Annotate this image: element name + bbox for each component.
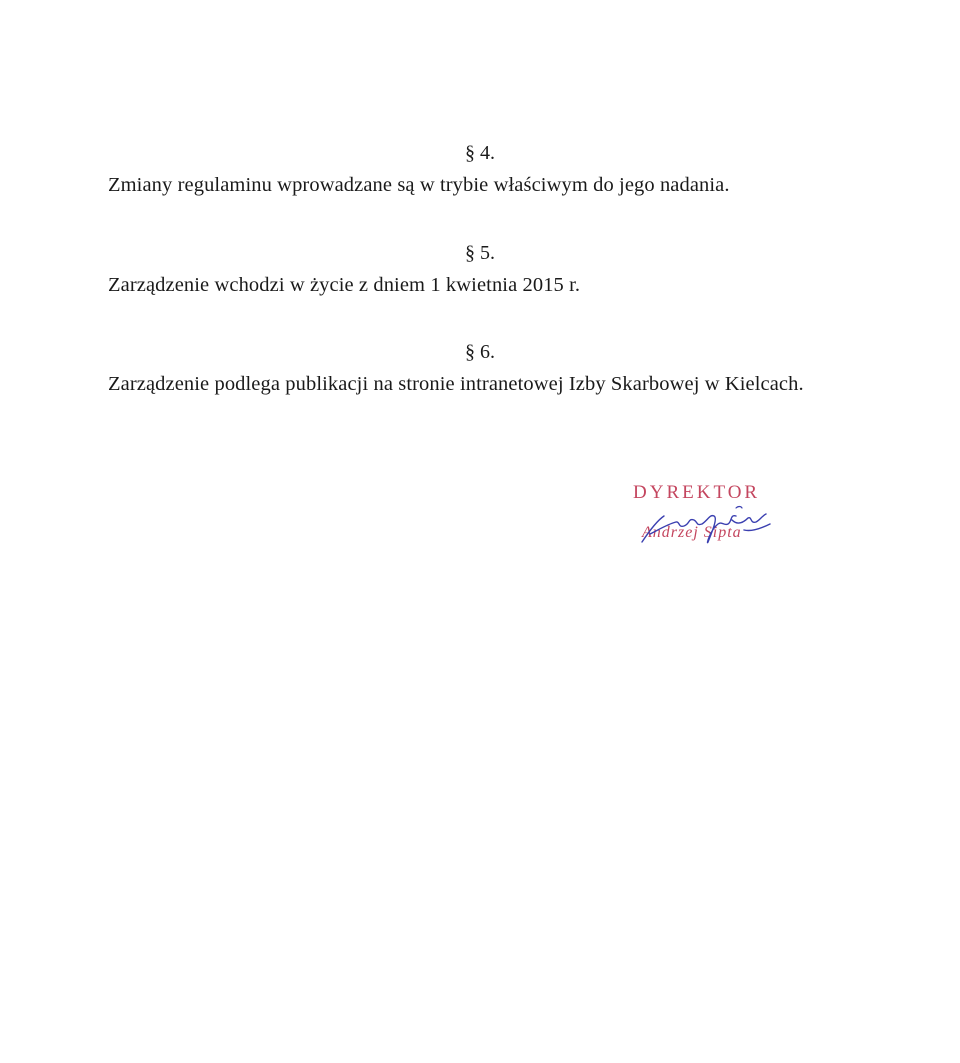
- section-4-heading: § 4.: [465, 142, 495, 164]
- stamp-name: Andrzej Sipta: [642, 524, 742, 541]
- section-5-heading: § 5.: [465, 242, 495, 264]
- handwritten-signature: [628, 490, 788, 560]
- section-6-heading: § 6.: [465, 341, 495, 363]
- stamp-title: DYREKTOR: [633, 482, 761, 503]
- section-6-text: Zarządzenie podlega publikacji na stronie intranetowej Izby Skarbowej w Kielcach.: [108, 373, 804, 395]
- section-4-text: Zmiany regulaminu wprowadzane są w trybie właściwym do jego nadania.: [108, 174, 730, 196]
- director-stamp: [628, 480, 788, 560]
- section-5-text: Zarządzenie wchodzi w życie z dniem 1 kwietnia 2015 r.: [108, 274, 581, 296]
